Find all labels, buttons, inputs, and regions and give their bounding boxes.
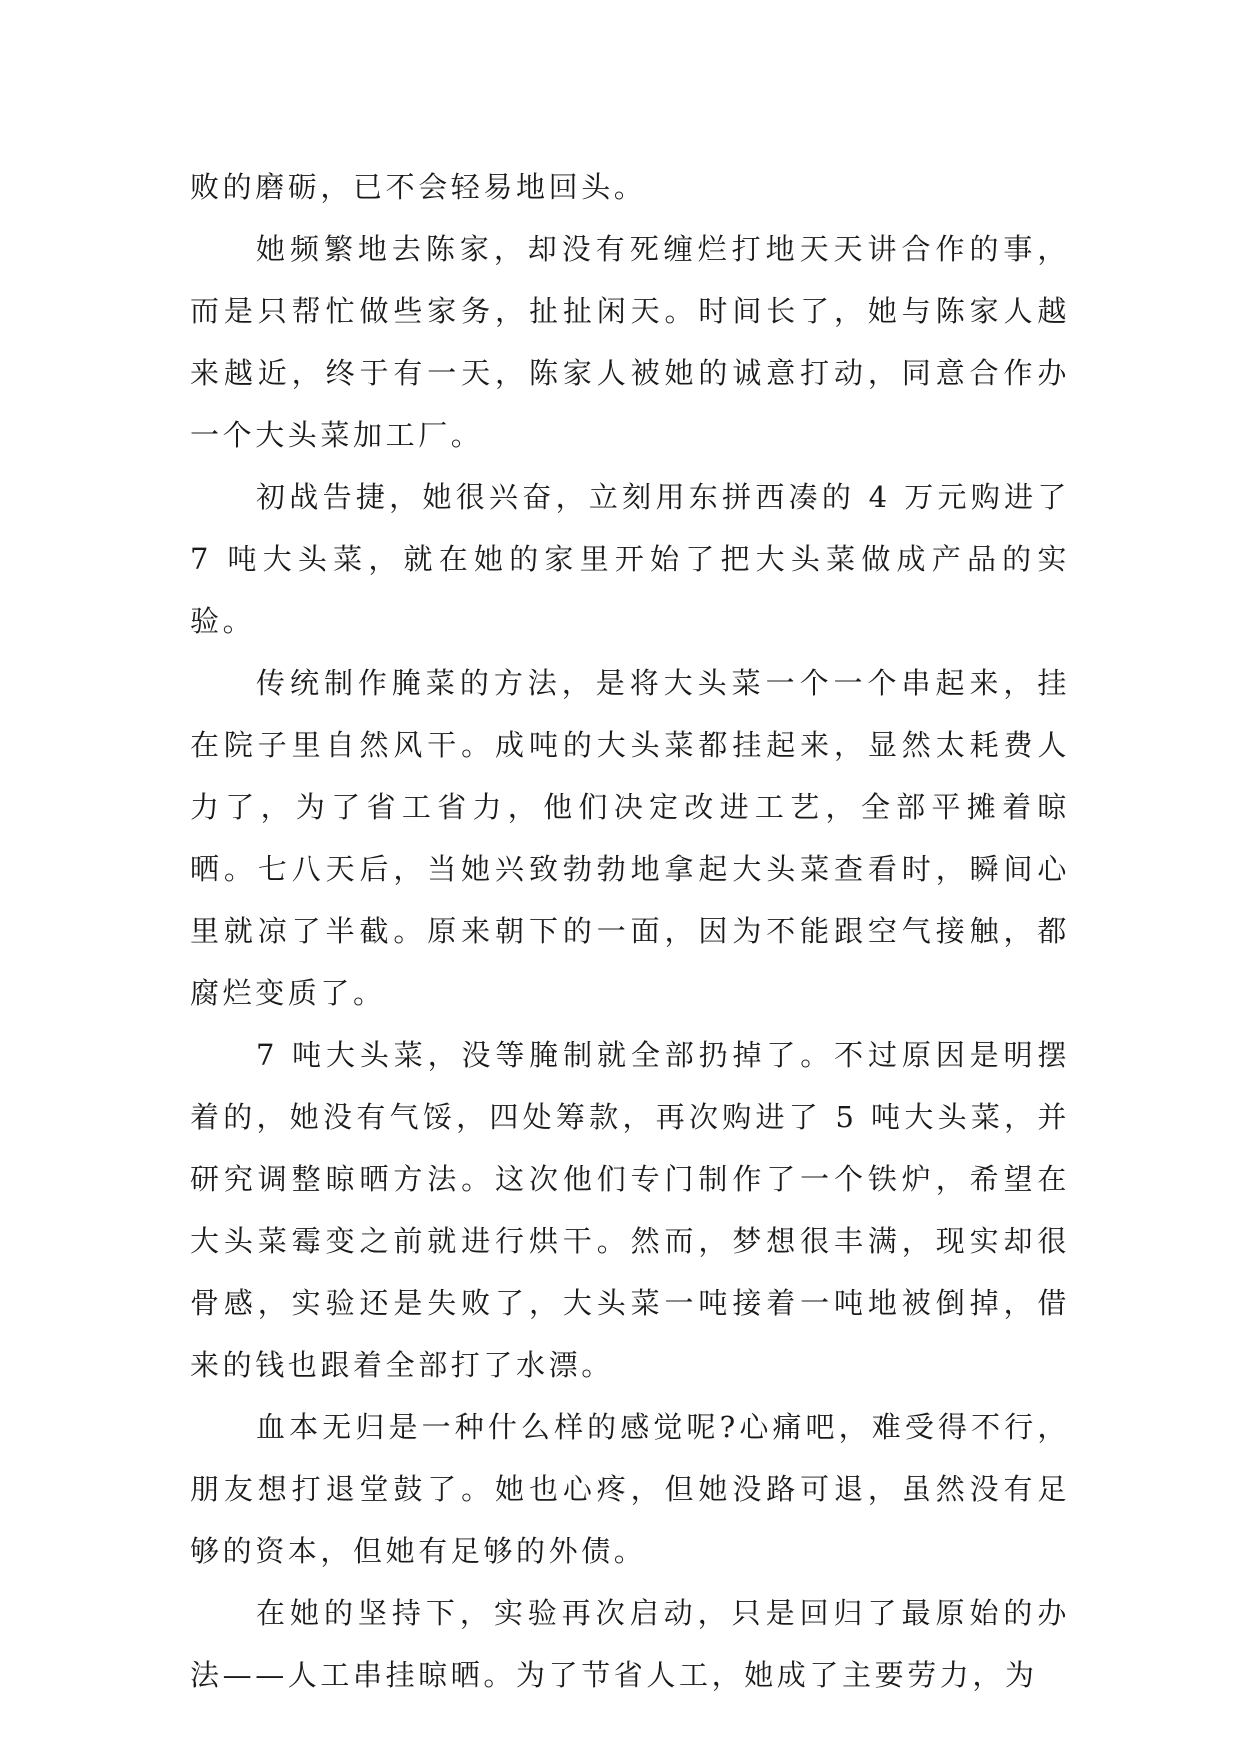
paragraph-2: 她频繁地去陈家，却没有死缠烂打地天天讲合作的事，而是只帮忙做些家务，扯扯闲天。时间长了，她与陈家人越来越近，终于有一天，陈家人被她的诚意打动，同意合作办一个大头菜加工厂。: [190, 232, 1070, 452]
paragraph-4: 传统制作腌菜的方法，是将大头菜一个一个串起来，挂在院子里自然风干。成吨的大头菜都挂起来，显然太耗费人力了，为了省工省力，他们决定改进工艺，全部平摊着晾晒。七八天后，当她兴致勃勃地拿起大头菜查看时，瞬间心里就凉了半截。原来朝下的一面，因为不能跟空气接触，都腐烂变质了。: [190, 666, 1070, 1010]
paragraph-6: 血本无归是一种什么样的感觉呢?心痛吧，难受得不行，朋友想打退堂鼓了。她也心疼，但她没路可退，虽然没有足够的资本，但她有足够的外债。: [190, 1410, 1070, 1568]
paragraph-3: 初战告捷，她很兴奋，立刻用东拼西凑的 4 万元购进了 7 吨大头菜，就在她的家里开始了把大头菜做成产品的实验。: [190, 480, 1070, 638]
paragraph-5: 7 吨大头菜，没等腌制就全部扔掉了。不过原因是明摆着的，她没有气馁，四处筹款，再次购进了 5 吨大头菜，并研究调整晾晒方法。这次他们专门制作了一个铁炉，希望在大头菜霉变之前就进行烘干。然而，梦想很丰满，现实却很骨感，实验还是失败了，大头菜一吨接着一吨地被倒掉，借来的钱也跟着全部打了水漂。: [190, 1038, 1070, 1382]
article-body: [190, 156, 1070, 1706]
paragraph-1: 败的磨砺，已不会轻易地回头。: [190, 170, 647, 204]
paragraph-7: 在她的坚持下，实验再次启动，只是回归了最原始的办法——人工串挂晾晒。为了节省人工，她成了主要劳力，为: [190, 1596, 1070, 1692]
